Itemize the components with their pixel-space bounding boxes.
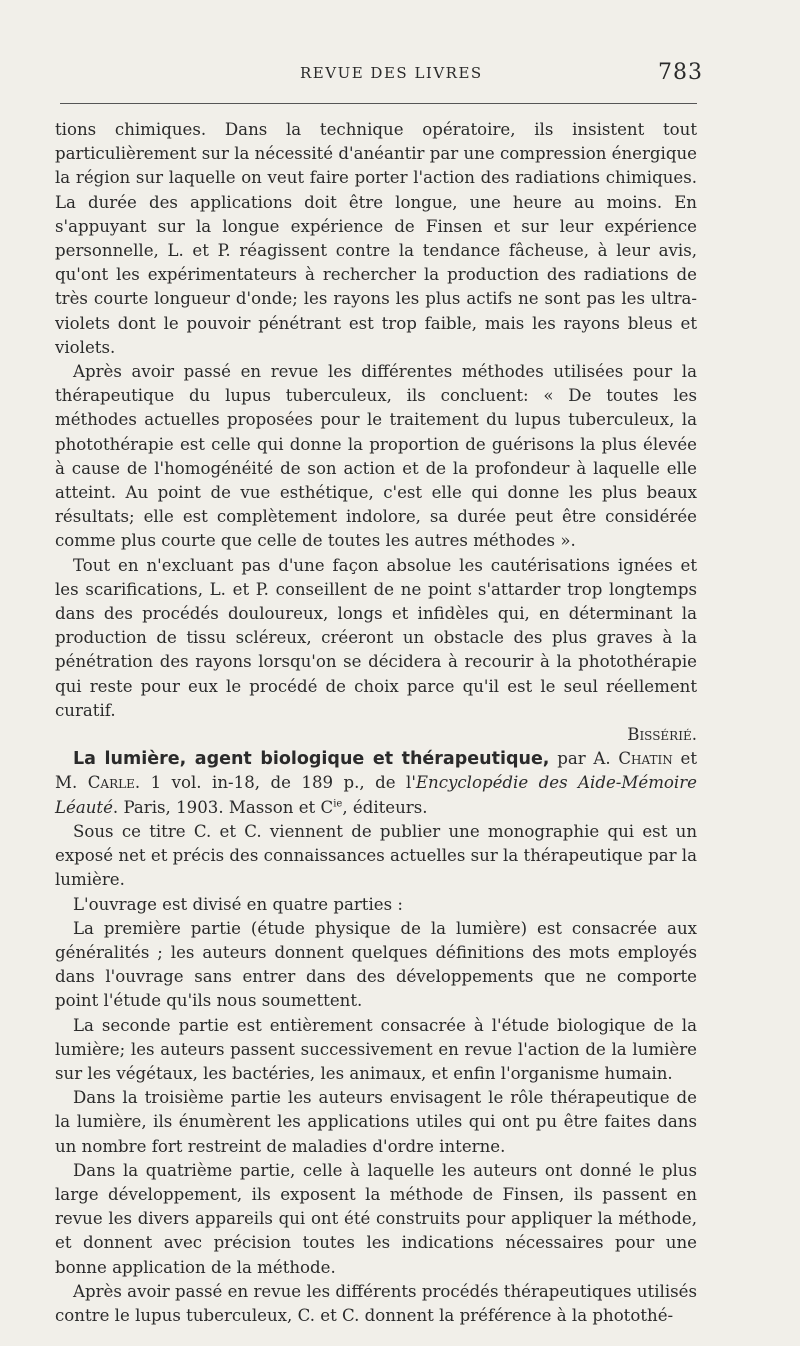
review-publisher-end: , éditeurs.: [342, 797, 428, 817]
paragraph: La première partie (étude physique de la lumière) est consacrée aux généralités ; les auteurs donnent quelques définitions des mots employés dans l'ouvrage sans entrer dans des développements que ne comporte point l'étude qu'ils nous soumettent.: [55, 918, 697, 1011]
review-details: . 1 vol. in-18, de 189 p., de l': [134, 773, 416, 793]
paragraph: Tout en n'excluant pas d'une façon absolue les cautérisations ignées et les scarifications, L. et P. conseillent de ne point s'attarder trop longtemps dans des procédés douloureux, longs et infidèles qui, en déterminant la production de tissu scléreux, créeront un obstacle des plus graves à la pénétration des rayons lorsqu'on se décidera à recourir à la photothérapie qui reste pour eux le procédé de choix parce qu'il est le seul réellement curatif.: [55, 555, 697, 720]
page-number: 783: [658, 60, 703, 85]
review-by: par A.: [549, 749, 619, 769]
review-heading: [55, 747, 697, 820]
review-author-2: Carle: [87, 773, 135, 793]
paragraph: Dans la troisième partie les auteurs envisagent le rôle thérapeutique de la lumière, ils énumèrent les applications utiles qui ont pu être faites dans un nombre fort restreint de maladies d'ordre interne.: [55, 1088, 697, 1156]
paragraph: Sous ce titre C. et C. viennent de publier une monographie qui est un exposé net et précis des connaissances actuelles sur la thérapeutique par la lumière.: [55, 821, 697, 890]
review-author-1: Chatin: [618, 749, 673, 769]
review-publisher-sup: ie: [333, 798, 343, 810]
paragraph: tions chimiques. Dans la technique opératoire, ils insistent tout particulièrement sur la nécessité d'anéantir par une compression énergique la région sur laquelle on veut faire porter l'action des radiations chimiques. La durée des applications doit être longue, une heure au moins. En s'appuyant sur la longue expérience de Finsen et sur leur expérience personnelle, L. et P. réagissent contre la tendance fâcheuse, à leur avis, qu'ont les expérimentateurs à rechercher la production des radiations de très courte longueur d'onde; les rayons les plus actifs ne sont pas les ultra-violets dont le pouvoir pénétrant est trop faible, mais les rayons bleus et violets.: [55, 120, 697, 357]
review-title: La lumière, agent biologique et thérapeutique,: [73, 749, 550, 770]
paragraph: Après avoir passé en revue les différentes méthodes utilisées pour la thérapeutique du lupus tuberculeux, ils concluent: « De toutes les méthodes actuelles proposées pour le traitement du lupus tuberculeux, la photothérapie est celle qui donne la proportion de guérisons la plus élevée à cause de l'homogénéité de son action et de la profondeur à laquelle elle atteint. Au point de vue esthétique, c'est elle qui donne les plus beaux résultats; elle est complètement indolore, sa durée peut être considérée comme plus courte que celle de toutes les autres méthodes ».: [55, 362, 697, 551]
review-and: et M.: [55, 749, 697, 793]
review-collection: Encyclopédie des Aide-Mémoire Léauté: [55, 773, 697, 817]
header-rule: [60, 103, 697, 104]
running-header: REVUE DES LIVRES: [300, 64, 483, 82]
paragraph: Après avoir passé en revue les différents procédés thérapeutiques utilisés contre le lupus tuberculeux, C. et C. donnent la préférence à la photothé-: [55, 1281, 697, 1325]
paragraph: Dans la quatrième partie, celle à laquelle les auteurs ont donné le plus large développement, ils exposent la méthode de Finsen, ils passent en revue les divers appareils qui ont été construits pour appliquer la méthode, et donnent avec précision toutes les indications nécessaires pour une bonne application de la méthode.: [55, 1160, 697, 1277]
paragraph: L'ouvrage est divisé en quatre parties :: [73, 894, 403, 914]
reviewer-signature: Bissérié.: [627, 725, 697, 745]
review-publisher: . Paris, 1903. Masson et C: [112, 797, 334, 817]
page-body: [55, 118, 697, 1328]
paragraph: La seconde partie est entièrement consacrée à l'étude biologique de la lumière; les auteurs passent successivement en revue l'action de la lumière sur les végétaux, les bactéries, les animaux, et enfin l'organisme humain.: [55, 1015, 697, 1083]
